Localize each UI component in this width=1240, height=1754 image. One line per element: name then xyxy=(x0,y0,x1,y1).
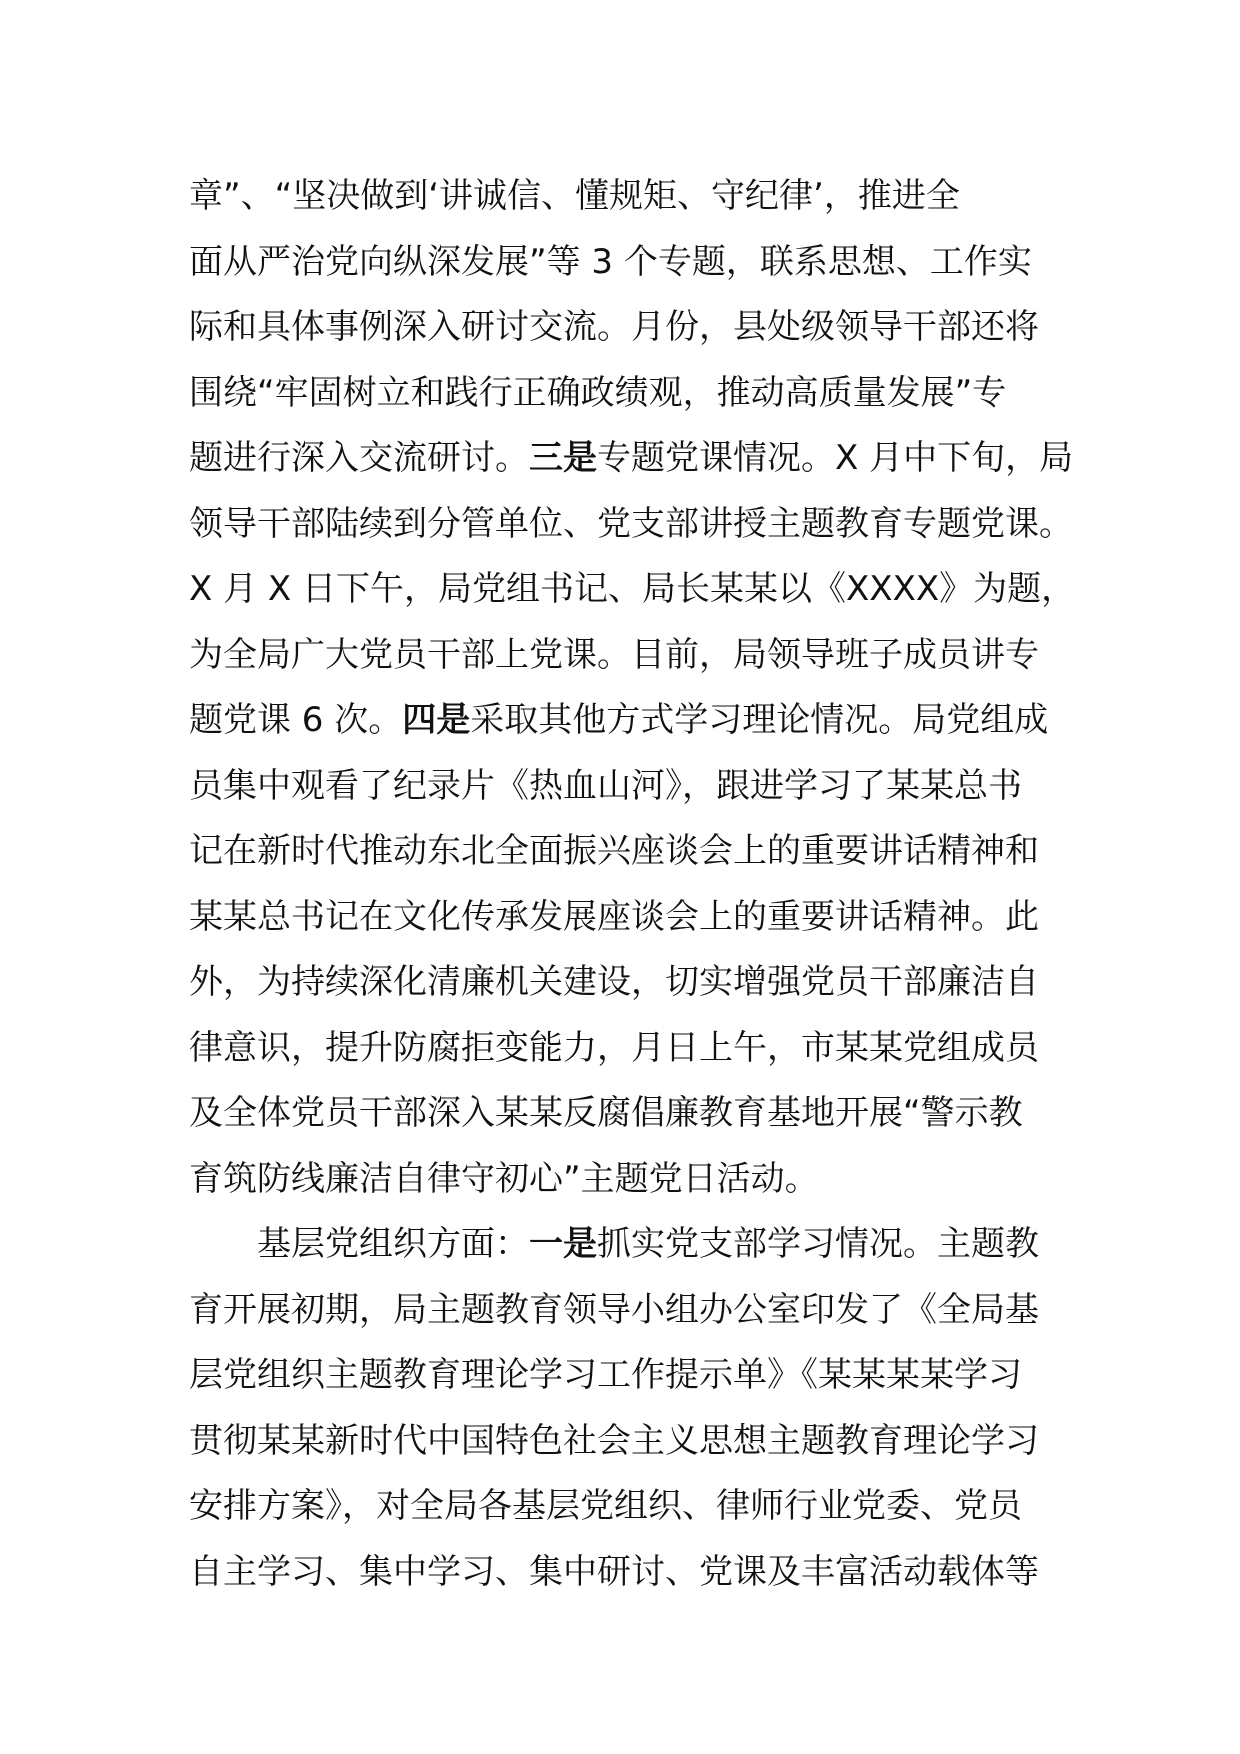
text-line xyxy=(189,1409,1059,1475)
text-segment: 际和具体事例深入研讨交流。月份，县处级领导干部还将 xyxy=(189,307,1039,347)
text-segment: 贯彻某某新时代中国特色社会主义思想主题教育理论学习 xyxy=(189,1420,1039,1461)
text-line xyxy=(189,819,1059,885)
text-segment: 员集中观看了纪录片《热血山河》，跟进学习了某某总书 xyxy=(189,765,1022,806)
text-line xyxy=(189,295,1059,361)
text-line xyxy=(189,623,1059,689)
text-line xyxy=(189,1212,1059,1278)
text-segment: 题党课 6 次。 xyxy=(189,700,403,740)
text-line xyxy=(189,164,1059,230)
text-segment: 外，为持续深化清廉机关建设，切实增强党员干部廉洁自 xyxy=(189,962,1039,1002)
text-segment: 律意识，提升防腐拒变能力，月日上午，市某某党组成员 xyxy=(189,1027,1039,1068)
bold-keyword: 四是 xyxy=(402,700,471,740)
text-line xyxy=(189,1081,1059,1147)
text-line xyxy=(189,885,1059,951)
text-segment: 基层党组织方面： xyxy=(257,1224,529,1264)
text-line xyxy=(189,688,1059,754)
text-line xyxy=(189,754,1059,820)
text-segment: 采取其他方式学习理论情况。局党组成 xyxy=(470,700,1049,740)
text-segment: 记在新时代推动东北全面振兴座谈会上的重要讲话精神和 xyxy=(189,831,1039,871)
text-segment: X 月 X 日下午，局党组书记、局长某某以《XXXX》为题， xyxy=(189,569,1076,609)
text-segment: 章”、“坚决做到‘讲诚信、懂规矩、守纪律’，推进全 xyxy=(189,176,960,216)
text-segment: 某某总书记在文化传承发展座谈会上的重要讲话精神。此 xyxy=(189,896,1039,937)
text-line xyxy=(189,426,1074,492)
text-segment: 围绕“牢固树立和践行正确政绩观，推动高质量发展”专 xyxy=(189,372,1007,413)
text-line xyxy=(189,950,1059,1016)
text-segment: 为全局广大党员干部上党课。目前，局领导班子成员讲专 xyxy=(189,634,1039,675)
text-line xyxy=(189,1278,1059,1344)
text-line xyxy=(189,1016,1059,1082)
body-text xyxy=(189,164,1076,1605)
text-segment: 自主学习、集中学习、集中研讨、党课及丰富活动载体等 xyxy=(189,1551,1039,1592)
text-segment: 面从严治党向纵深发展”等 3 个专题，联系思想、工作实 xyxy=(189,241,1032,282)
text-line xyxy=(189,1147,1059,1213)
text-segment: 题进行深入交流研讨。 xyxy=(189,438,529,478)
text-line xyxy=(189,492,1073,558)
text-line xyxy=(189,230,1059,296)
bold-keyword: 三是 xyxy=(529,438,597,478)
text-segment: 领导干部陆续到分管单位、党支部讲授主题教育专题党课。 xyxy=(189,503,1073,544)
text-segment: 育筑防线廉洁自律守初心”主题党日活动。 xyxy=(189,1158,819,1199)
text-segment: 层党组织主题教育理论学习工作提示单》《某某某某学习 xyxy=(189,1355,1022,1395)
text-line xyxy=(189,557,1076,623)
text-line xyxy=(189,361,1059,427)
text-line xyxy=(189,1540,1059,1606)
text-segment: 育开展初期，局主题教育领导小组办公室印发了《全局基 xyxy=(189,1289,1039,1330)
text-segment: 及全体党员干部深入某某反腐倡廉教育基地开展“警示教 xyxy=(189,1093,1023,1133)
text-segment: 抓实党支部学习情况。主题教 xyxy=(597,1224,1039,1264)
text-line xyxy=(189,1474,1059,1540)
text-segment: 专题党课情况。X 月中下旬，局 xyxy=(597,438,1074,478)
bold-keyword: 一是 xyxy=(529,1224,597,1264)
text-line xyxy=(189,1343,1059,1409)
text-segment: 安排方案》，对全局各基层党组织、律师行业党委、党员 xyxy=(189,1486,1022,1526)
